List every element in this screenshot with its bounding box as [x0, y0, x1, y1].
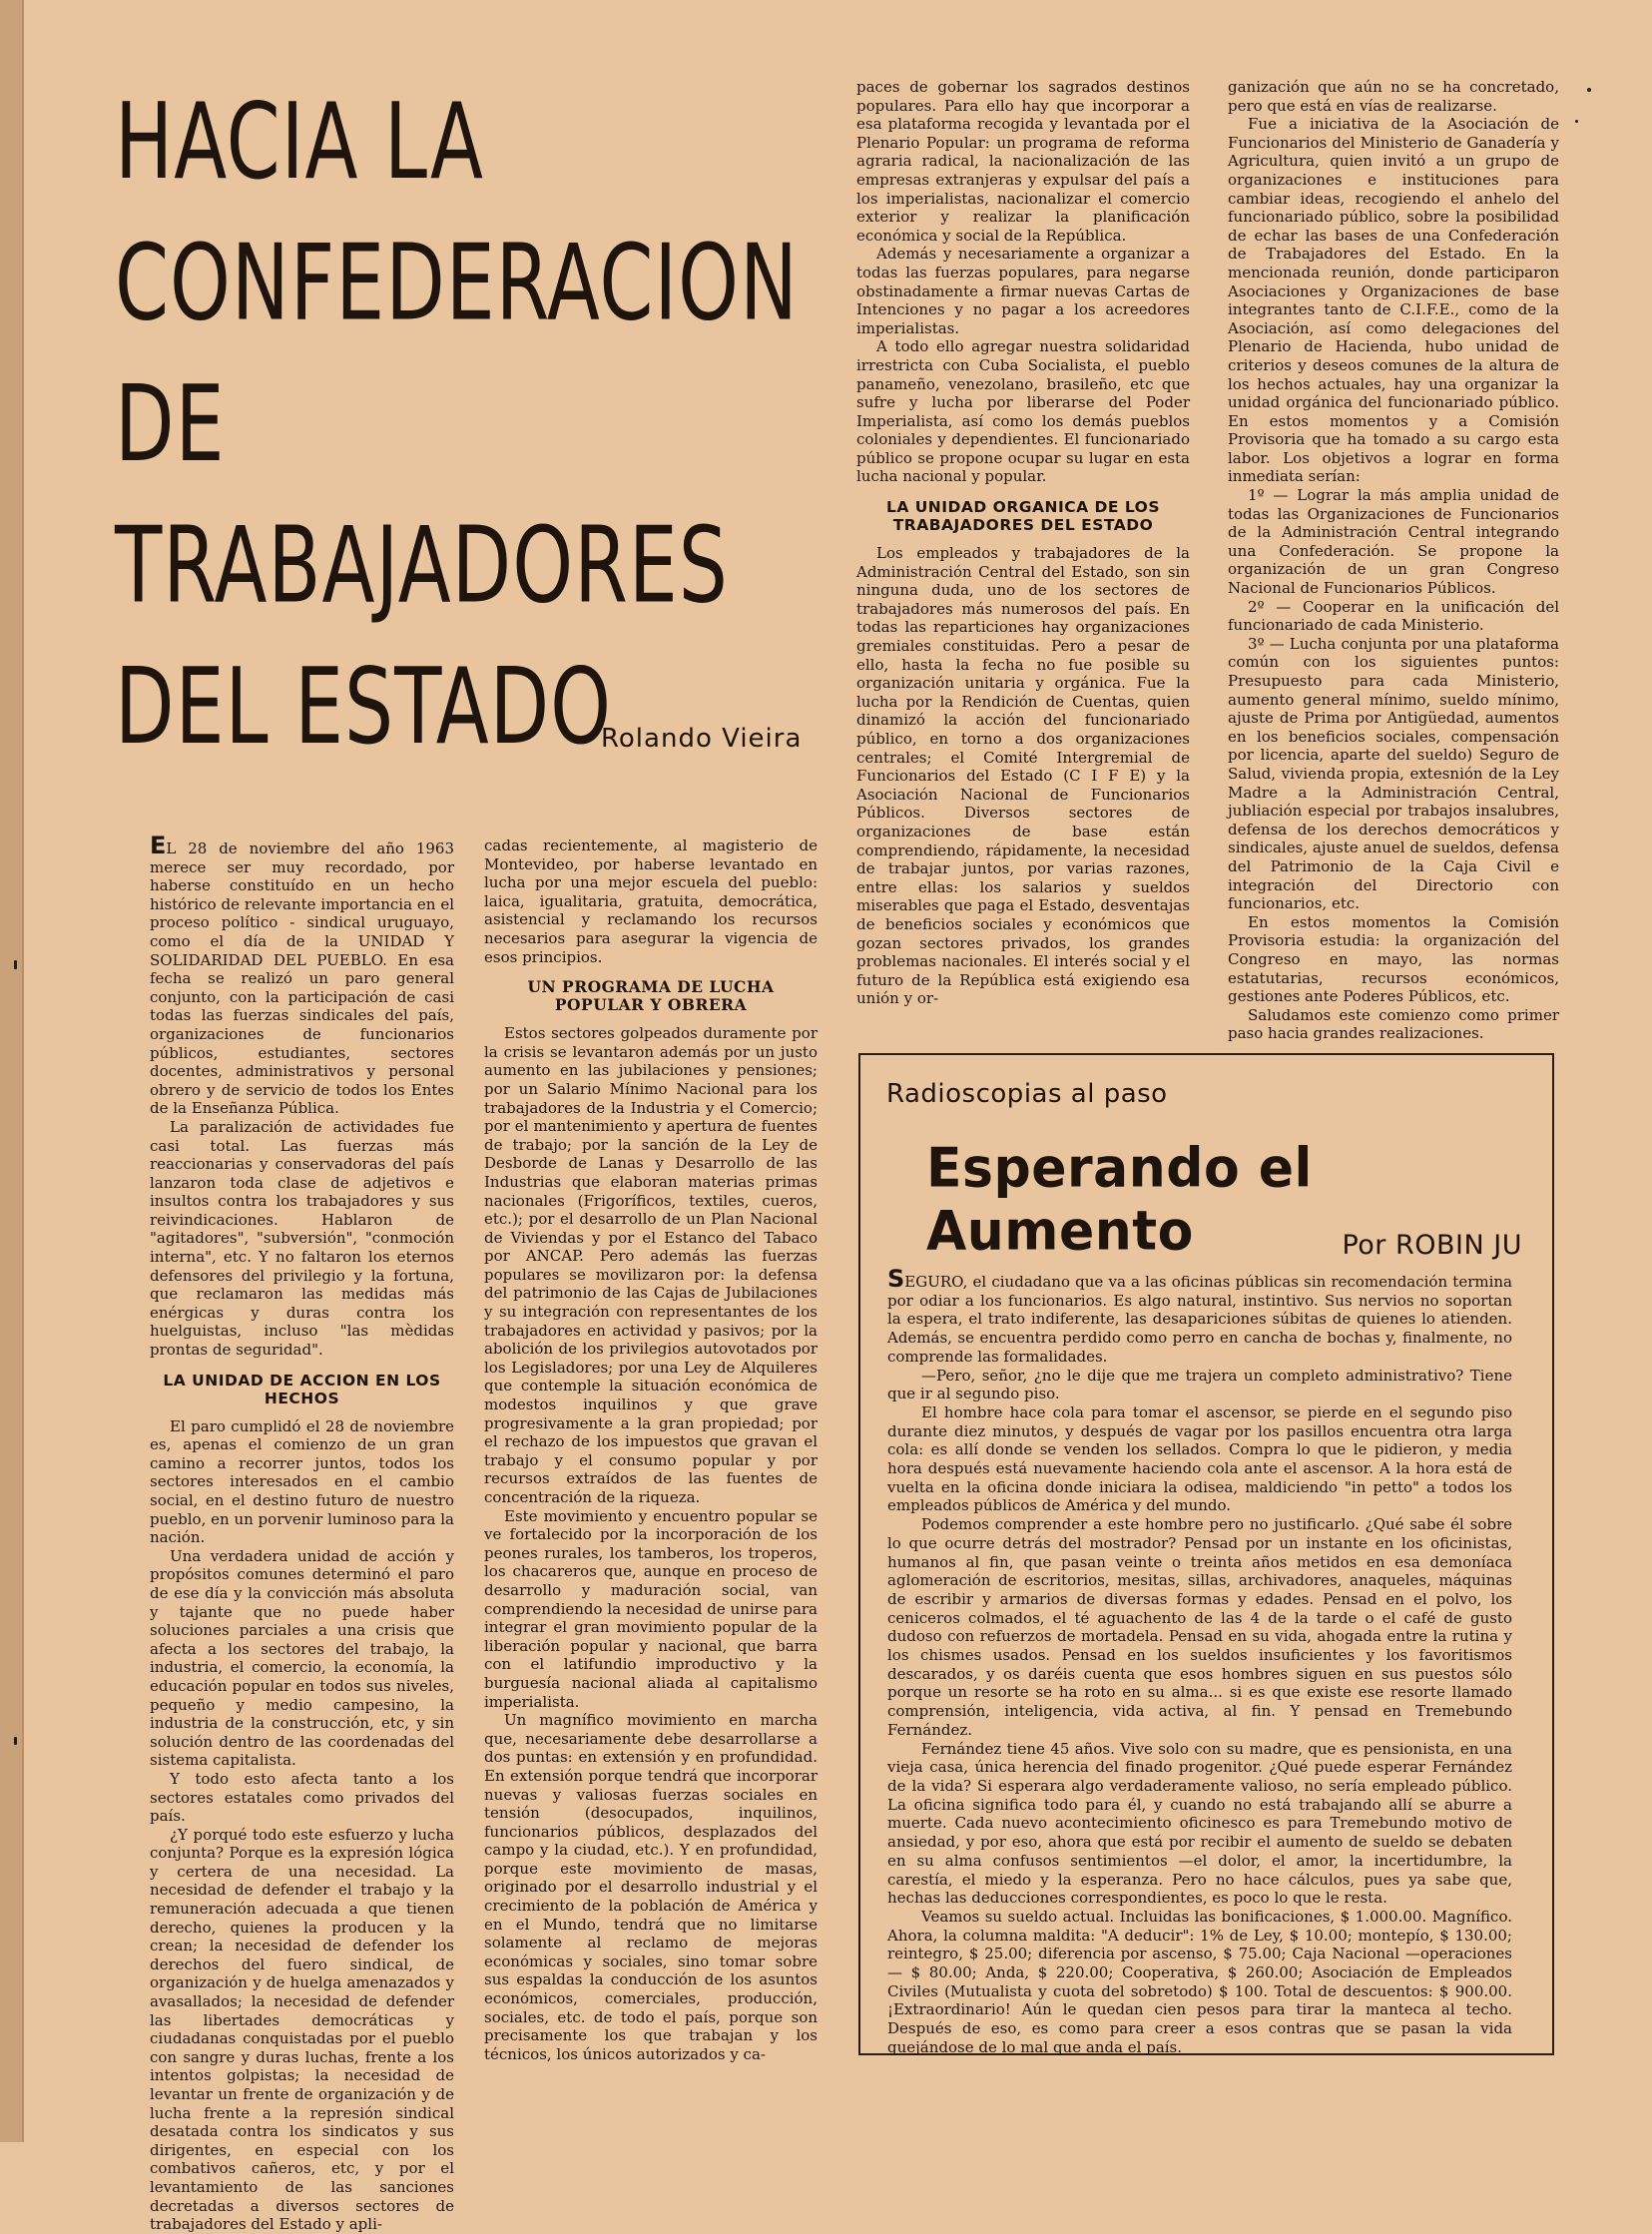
article-column-4: [1228, 78, 1559, 1043]
headline-line-2: CONFEDERACION: [115, 223, 799, 345]
page-edge: [0, 0, 22, 2142]
paragraph: Y todo esto afecta tanto a los sectores estatales como privados del país.: [150, 1769, 454, 1826]
column-title: Esperando el Aumento: [926, 1137, 1313, 1263]
column-kicker: Radioscopias al paso: [886, 1079, 1168, 1109]
section-heading: LA UNIDAD DE ACCION EN LOS HECHOS: [163, 1371, 441, 1407]
paragraph: 2º — Cooperar en la unificación del funcionariado de cada Ministerio.: [1228, 597, 1559, 635]
paragraph: A todo ello agregar nuestra solidaridad irrestricta con Cuba Socialista, el pueblo panameño, venezolano, brasileño, etc que sufre y lucha por liberarse del Poder Imperialista, así como los demás pueblos coloniales y dependientes. El funcionariado público se propone ocupar su lugar en esta lucha nacional y popular.: [856, 337, 1190, 486]
paragraph: El paro cumplidó el 28 de noviembre es, apenas el comienzo de un gran camino a recorrer juntos, todos los sectores interesados en el cambio social, en el destino futuro de nuestro pueblo, en un porvenir luminoso para la nación.: [150, 1416, 454, 1547]
paragraph: Veamos su sueldo actual. Incluidas las bonificaciones, $ 1.000.00. Magnífico. Ahora, la columna maldita: "A deducir": 1% de Ley, $ 10.00; montepío, $ 130.00; reintegro, $ 25.00; diferencia por ascenso, $ 75.00; Caja Nacional —operaciones— $ 80.00; Anda, $ 220.00; Cooperativa, $ 260.00; Asociación de Empleados Civiles (Mutualista y cuota del sobretodo) $ 100. Total de descuentos: $ 900.00. ¡Extraordinario! Aún le quedan cien pesos para tirar la manteca al techo. Después de eso, es como para creer a esos contras que se pasan la vida quejándose de lo mal que anda el país.: [887, 1907, 1512, 2056]
print-speck: [14, 960, 17, 969]
column-author: Por ROBIN JU: [1342, 1230, 1522, 1261]
boxed-column: [858, 1053, 1554, 2055]
drop-cap: E: [150, 832, 167, 859]
article-column-1: [150, 832, 454, 2234]
headline-line-1: HACIA LA: [115, 81, 484, 204]
paragraph: Un magnífico movimiento en marcha que, necesariamente debe desarrollarse a dos puntas: en extensión y en profundidad. En extensión porque tendrá que incorporar nuevas y valiosas fuerzas sociales en tensión (desocupados, inquilinos, funcionarios públicos, desplazados del campo y la ciudad, etc.). Y en profundidad, porque este movimiento de masas, originado por el desarrollo industrial y el crecimiento de la población de América y en el Mundo, tendrá que no limitarse solamente al reclamo de mejoras económicas y sociales, sino tomar sobre sus espaldas la conducción de los asuntos económicos, comerciales, producción, sociales, etc. de todo el país, porque son precisamente los que trabajan y los técnicos, los únicos autorizados y ca-: [484, 1711, 818, 2063]
article-column-3: [856, 78, 1190, 1016]
print-speck: [14, 1737, 17, 1745]
byline: Rolando Vieira: [601, 724, 803, 754]
paragraph: Una verdadera unidad de acción y propósitos comunes determinó el paro de ese día y la convicción más absoluta y tajante que no puede haber soluciones parciales a una crisis que afecta a los sectores del trabajo, la industria, el comercio, la economía, la educación popular en todos sus niveles, pequeño y medio campesino, la industria de la construcción, etc, y sin solución dentro de las coordenadas del sistema capitalista.: [150, 1546, 454, 1770]
headline: [115, 72, 833, 779]
paragraph: El hombre hace cola para tomar el ascensor, se pierde en el segundo piso durante diez minutos, y después de vagar por los pasillos encuentra otra larga cola: es allí donde se venden los sellados. Compra lo que le pidieron, y media hora después está nuevamente haciendo cola ante el ascensor. A la hora está de vuelta en la oficina donde iniciara la odisea, maldiciendo "in petto" a todos los empleados públicos de América y del mundo.: [887, 1402, 1512, 1515]
drop-cap: S: [887, 1265, 905, 1293]
section-heading: LA UNIDAD ORGANICA DE LOS TRABAJADORES DEL ESTADO: [885, 498, 1161, 535]
headline-line-3: DE: [115, 363, 226, 486]
paragraph: Este movimiento y encuentro popular se ve fortalecido por la incorporación de los peones rurales, los tamberos, los troperos, los chacareros que, aunque en proceso de desarrollo y maduración social, van comprendiendo la necesidad de unirse para integrar el gran movimiento popular de la liberación popular y nacional, que barra con el latifundio improductivo y la burguesía nacional aliada al capitalismo imperialista.: [484, 1506, 818, 1711]
paragraph: Además y necesariamente a organizar a todas las fuerzas populares, para negarse obstinadamente a firmar nuevas Cartas de Intenciones y no pagar a los acreedores imperialistas.: [856, 245, 1190, 337]
fold-line: [22, 0, 24, 2142]
paragraph: Los empleados y trabajadores de la Administración Central del Estado, son sin ninguna duda, uno de los sectores de trabajadores más numerosos del país. En todas las reparticiones hay organizaciones gremiales constituidas. Pero a pesar de ello, hasta la fecha no fue posible su organización unitaria y orgánica. Fue la lucha por la Rendición de Cuentas, quien dinamizó la acción del funcionariado público, en torno a dos organizaciones centrales; el Comité Intergremial de Funcionarios del Estado (C I F E) y la Asociación Nacional de Funcionarios Públicos. Diversos sectores de organizaciones de base están comprendiendo, rápidamente, la necesidad de trabajar juntos, por varias razones, entre ellas: los salarios y sueldos miserables que paga el Estado, desventajas de beneficios sociales y económicos que gozan sectores privados, los grandes problemas nacionales. El interés social y el futuro de la República está exigiendo esa unión y or-: [856, 544, 1190, 1008]
paragraph: —Pero, señor, ¿no le dije que me trajera un completo administrativo? Tiene que ir al segundo piso.: [887, 1366, 1512, 1403]
paragraph: Podemos comprender a este hombre pero no justificarlo. ¿Qué sabe él sobre lo que ocurre detrás del mostrador? Pensad por un instante en los oficinistas, humanos al fin, que pasan veinte o treinta años metidos en esa demoníaca aglomeración de escritorios, mesitas, sillas, archivadores, anaqueles, máquinas de escribir y armarios de diversas formas y edades. Pensad en el polvo, los ceniceros colmados, el té aguachento de las 4 de la tarde o el café de gusto dudoso con refuerzos de mortadela. Pensad en su vida, ahogada entre la rutina y los chismes usados. Pensad en los sueldos insuficientes y los favoritismos descarados, y os daréis cuenta que esos hombres siguen en sus puestos sólo porque un resorte se ha roto en su alma... si es que existe ese resorte llamado comprensión, inteligencia, vida activa, al fin. Y pensad en Tremebundo Fernández.: [887, 1515, 1512, 1739]
paragraph: EL 28 de noviembre del año 1963 merece ser muy recordado, por haberse constituído en un hecho histórico de relevante importancia en el proceso político - sindical uruguayo, como el día de la UNIDAD Y SOLIDARIDAD DEL PUEBLO. En esa fecha se realizó un paro general conjunto, con la participación de casi todas las fuerzas sindicales del país, organizaciones de funcionarios públicos, estudiantes, sectores docentes, administrativos y personal obrero y de servicio de todos los Entes de la Enseñanza Pública.: [150, 832, 454, 1118]
paragraph: 1º — Lograr la más amplia unidad de todas las Organizaciones de Funcionarios de la Administración Central integrando una Confederación. Se propone la organización de un gran Congreso Nacional de Funcionarios Públicos.: [1228, 486, 1559, 598]
paragraph: SEGURO, el ciudadano que va a las oficinas públicas sin recomendación termina por odiar a los funcionarios. Es algo natural, instintivo. Sus nervios no soportan la espera, el trato indiferente, las desapariciones súbitas de quienes lo atienden. Además, se encuentra perdido como perro en cancha de bochas y, finalmente, no comprende las formalidades.: [887, 1265, 1512, 1366]
headline-line-4: TRABAJADORES: [115, 505, 729, 628]
paragraph: La paralización de actividades fue casi total. Las fuerzas más reaccionarias y conservadoras del país lanzaron toda clase de adjetivos e insultos contra los trabajadores y sus reivindicaciones. Hablaron de "agitadores", "subversión", "conmoción interna", etc. Y no faltaron los eternos defensores del privilegio y la fortuna, que reclamaron las medidas más enérgicas y duras contra los huelguistas, incluso "las mèdidas prontas de seguridad".: [150, 1117, 454, 1360]
paragraph: Saludamos este comienzo como primer paso hacia grandes realizaciones.: [1228, 1005, 1559, 1043]
headline-line-5: DEL ESTADO: [115, 646, 613, 769]
paragraph: paces de gobernar los sagrados destinos populares. Para ello hay que incorporar a esa plataforma recogida y levantada por el Plenario Popular: un programa de reforma agraria radical, la nacionalización de las empresas extranjeras y expulsar del país a los imperialistas, nacionalizar el comercio exterior y realizar la planificación económica y social de la República.: [856, 78, 1190, 245]
paragraph: ganización que aún no se ha concretado, pero que está en vías de realizarse.: [1228, 78, 1559, 115]
paragraph: Estos sectores golpeados duramente por la crisis se levantaron además por un justo aumento en las jubilaciones y pensiones; por un Salario Mínimo Nacional para los trabajadores de la Industria y el Comercio; por el mantenimiento y apertura de fuentes de trabajo; por la sanción de la Ley de Desborde de Lanas y Desarrollo de las Industrias que elaboran materias primas nacionales (Frigoríficos, textiles, cueros, etc.); por el desarrollo de un Plan Nacional de Viviendas y por el Estanco del Tabaco por ANCAP. Pero además las fuerzas populares se movilizaron por: la defensa del patrimonio de las Cajas de Jubilaciones y su integración con representantes de los trabajadores en actividad y pasivos; por la abolición de los privilegios autovotados por los Legisladores; por una Ley de Alquileres que contemple la situación económica de modestos inquilinos y que grave progresivamente a la gran propiedad; por el rechazo de los impuestos que gravan el trabajo y el consumo popular y por recursos extraídos de las fuentes de concentración de la riqueza.: [484, 1024, 818, 1506]
paragraph: ¿Y porqué todo este esfuerzo y lucha conjunta? Porque es la expresión lógica y certera de una necesidad. La necesidad de defender el trabajo y la remuneración adecuada a que tienen derecho, quienes la producen y la crean; la necesidad de defender los derechos del fuero sindical, de organización y de huelga amenazados y avasallados; la necesidad de defender las libertades democráticas y ciudadanas conquistadas por el pueblo con sangre y duras luchas, frente a los intentos golpistas; la necesidad de levantar un frente de organización y de lucha frente a la represión sindical desatada contra los sindicatos y sus dirigentes, en especial con los combativos cañeros, etc, y por el levantamiento de las sanciones decretadas a diversos sectores de trabajadores del Estado y apli-: [150, 1825, 454, 2234]
paragraph: cadas recientemente, al magisterio de Montevideo, por haberse levantado en lucha por una mejor escuela del pueblo: laica, igualitaria, gratuita, democrática, asistencial y reclamando los recursos necesarios para asegurar la vigencia de esos principios.: [484, 837, 818, 966]
paragraph: Fernández tiene 45 años. Vive solo con su madre, que es pensionista, en una vieja casa, única herencia del finado progenitor. ¿Qué puede esperar Fernández de la vida? Si esperara algo verdaderamente valioso, no sería empleado público. La oficina significa todo para él, y cuando no está trabajando allí se aburre a muerte. Cada nuevo acontecimiento oficinesco es para Tremebundo motivo de ansiedad, y por eso, ahora que está por recibir el aumento de sueldo se debaten en su alma confusos sentimientos —el dolor, el amor, la incertidumbre, la carestía, el miedo y la esperanza. Pero no hace cálculos, pues ya sabe que, hechas las deducciones correspondientes, es poco lo que le resta.: [887, 1739, 1512, 1908]
print-speck: [1587, 88, 1591, 92]
article-column-2: [484, 837, 818, 2124]
paragraph: En estos momentos la Comisión Provisoria estudia: la organización del Congreso en mayo, las normas estatutarias, recursos económicos, gestiones ante Poderes Públicos, etc.: [1228, 912, 1559, 1006]
section-heading: UN PROGRAMA DE LUCHA POPULAR Y OBRERA: [527, 977, 775, 1015]
paragraph: Fue a iniciativa de la Asociación de Funcionarios del Ministerio de Ganadería y Agricultura, quien invitó a un grupo de organizaciones e instituciones para cambiar ideas, recogiendo el anhelo del funcionariado público, sobre la posibilidad de echar las bases de una Confederación de Trabajadores del Estado. En la mencionada reunión, donde participaron Asociaciones y Organizaciones de base integrantes tanto de C.I.F.E., como de la Asociación, así como delegaciones del Plenario de Hacienda, hubo unidad de criterios y deseos comunes de la altura de los hechos actuales, hay una organizar la unidad orgánica del funcionariado público. En estos momentos y a Comisión Provisoria que ha tomado a su cargo esta labor. Los objetivos a lograr en forma inmediata serían:: [1228, 115, 1559, 486]
paragraph: 3º — Lucha conjunta por una plataforma común con los siguientes puntos: Presupuesto para cada Ministerio, aumento general mínimo, sueldo mínimo, ajuste de Prima por Antigüedad, aumentos en los beneficios sociales, compensación por licencia, aparte del sueldo) Seguro de Salud, vivienda propia, extesnión de la Ley Madre a la Administración Central, jubliación especial por trabajos insalubres, defensa de los derechos democráticos y sindicales, ajuste anuel de sueldos, defensa del Patrimonio de la Caja Civil e integración del Directorio con funcionarios, etc.: [1228, 634, 1559, 913]
print-speck: [1575, 120, 1578, 123]
column-body: [887, 1265, 1512, 2057]
